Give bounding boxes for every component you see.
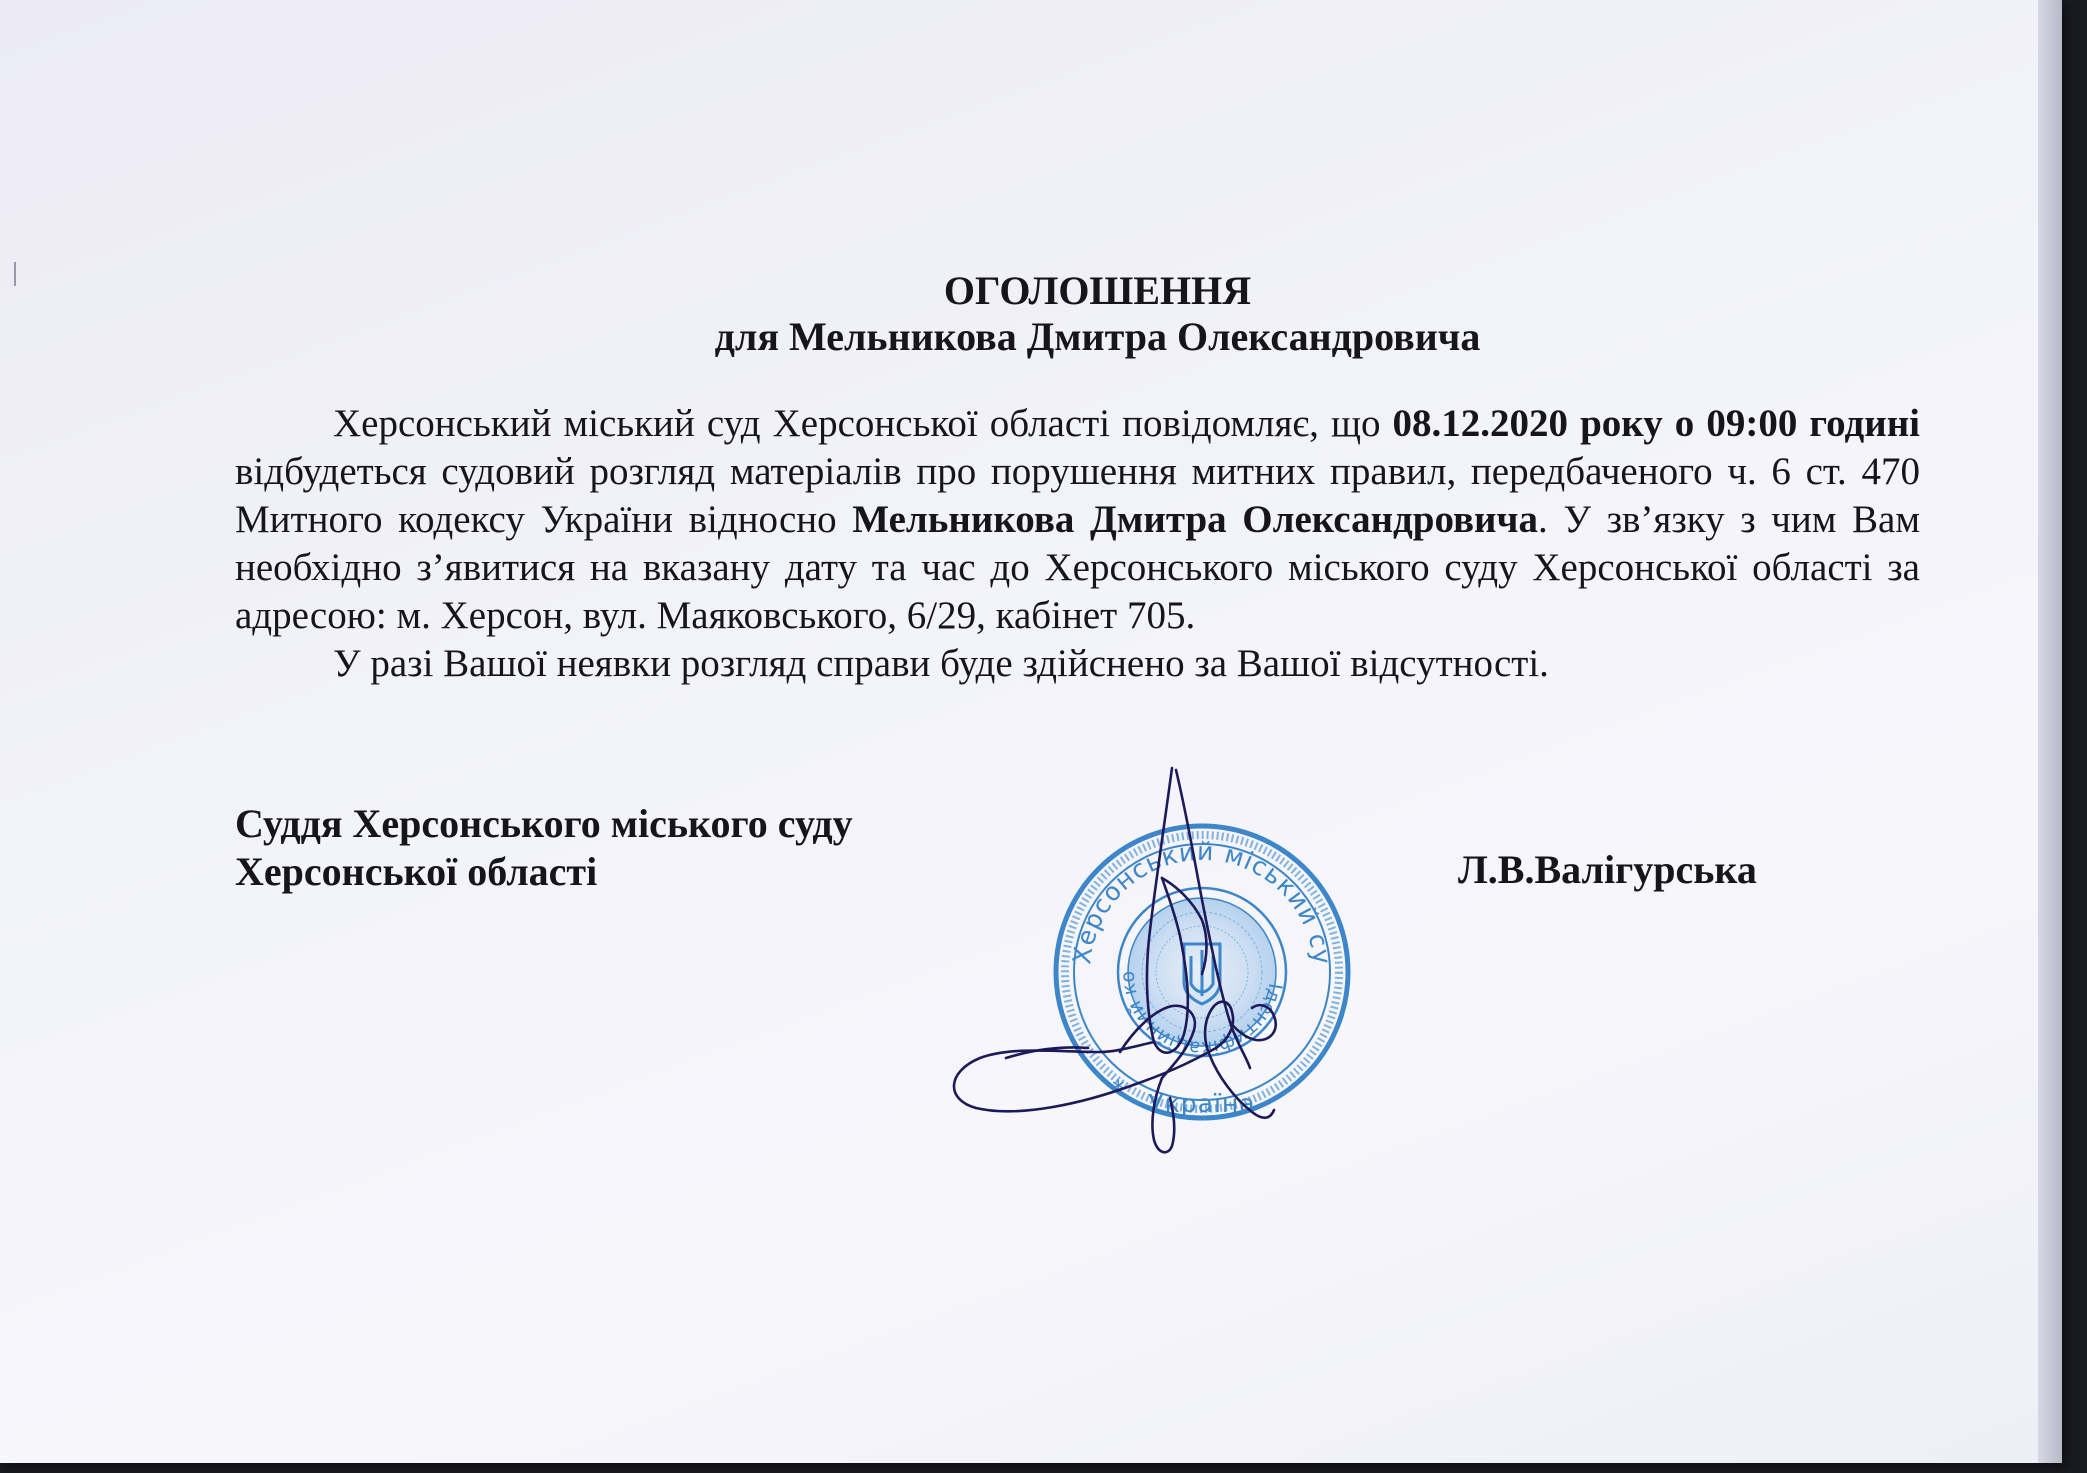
seal-graphic [940,760,1430,1200]
notice-paragraph-1 [235,400,1920,640]
notice-addressee: для Мельникова Дмитра Олександровича [714,314,1481,359]
notice-body [235,400,1920,688]
notice-paragraph-2 [235,640,1920,688]
paragraph-1-text-3: . У зв’язку з чим Вам необхідно з’явитися на вказану дату та час до Херсонського міського суду Херсонської області за адресою: м. Херсон, вул. Маяковського, 6/29, кабінет 705. [235,498,1920,637]
judge-name: Л.В.Валігурська [1458,847,1757,892]
seal-country: Україна [1148,1089,1256,1118]
paragraph-1-text-2: відбудеться судовий розгляд матеріалів про порушення митних правил, передбаченого ч. 6 ст. 470 Митного кодексу України відносно [235,450,1920,541]
paragraph-1-text-1: Херсонський міський суд Херсонської області повідомляє, що [333,402,1393,445]
defendant-name: Мельникова Дмитра Олександровича [852,498,1539,541]
hearing-datetime: 08.12.2020 року о 09:00 годині [1392,402,1920,445]
notice-title: ОГОЛОШЕННЯ [943,268,1252,313]
seal-inner-code: Ідентифікаційний ко [1116,970,1287,1060]
paragraph-2-text: У разі Вашої неявки розгляд справи буде здійснено за Вашої відсутності. [333,642,1549,685]
notice-document [235,268,1920,688]
judge-position-line-1: Суддя Херсонського міського суду [235,801,853,846]
seal-star-icon: * [1112,1075,1126,1104]
judge-position-line-2: Херсонської області [235,849,598,894]
sheet-edge [2038,0,2062,1463]
seal-outer-text: Херсонський міський су [1067,836,1337,967]
margin-mark [14,262,16,286]
judge-position [235,800,853,896]
court-seal-with-signature [940,760,1430,1200]
